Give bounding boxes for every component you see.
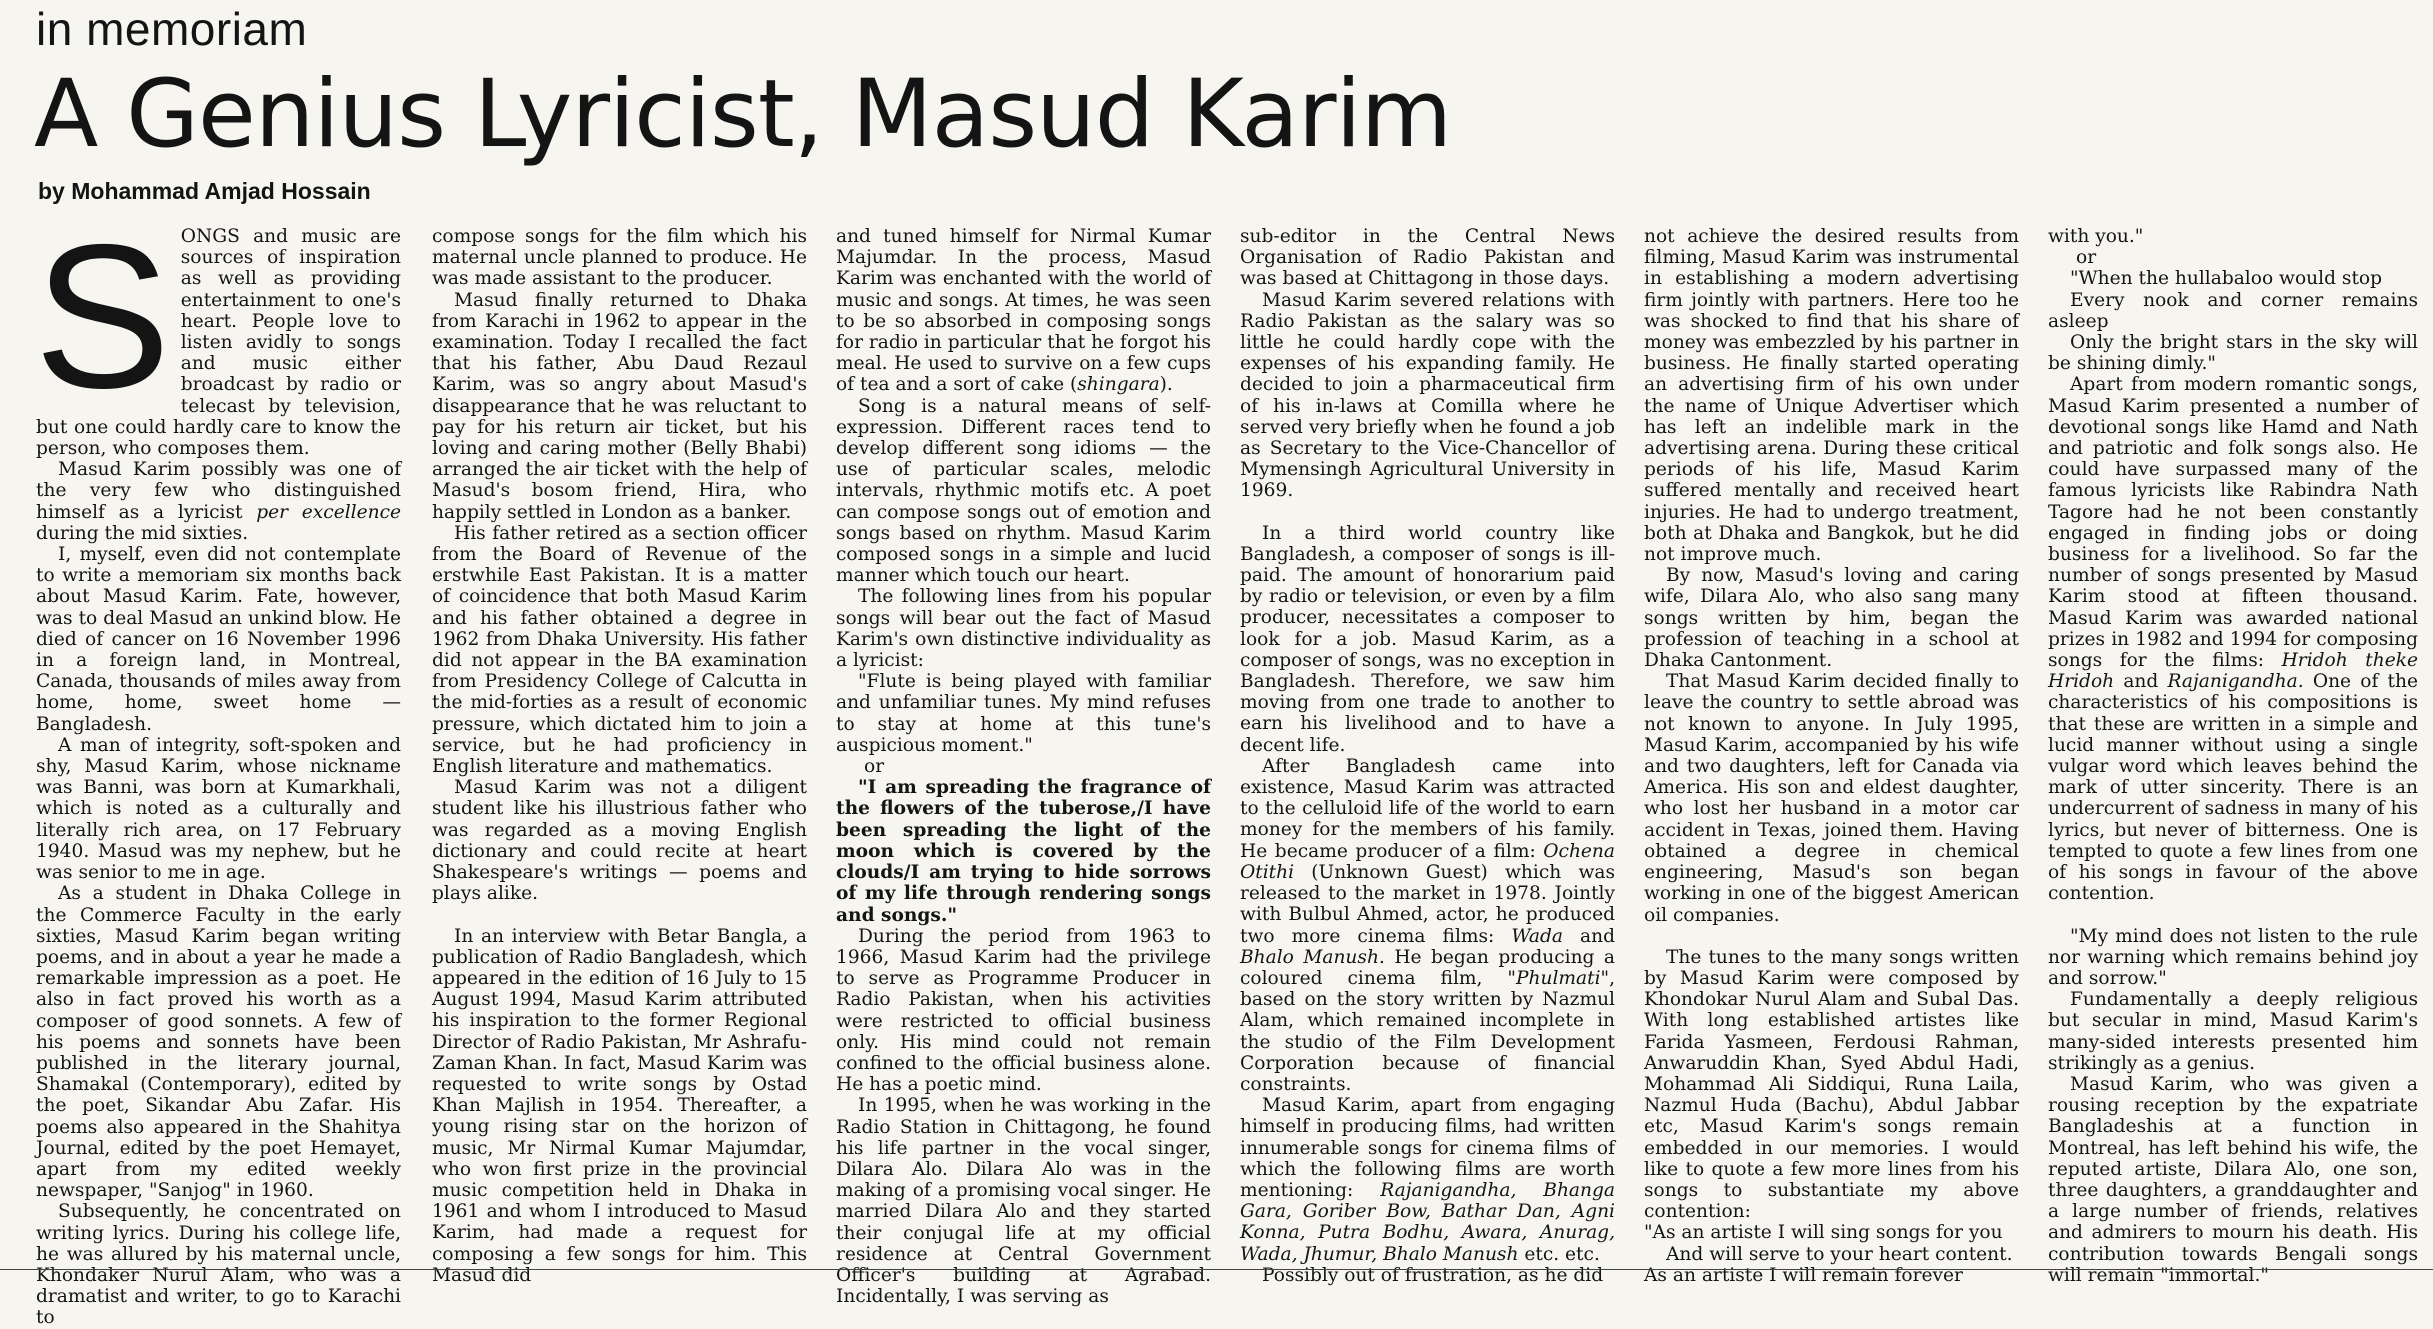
paragraph: not achieve the desired results from filming, Masud Karim was instrumental in establishing a modern advertising firm jointly with partners. Here too he was shocked to find that his share of money was embezzled by his partner in business. He finally started operating an advertising firm of his own under the name of Unique Advertiser which has left an indelible mark in the advertising arena. During these critical periods of his life, Masud Karim suffered mentally and received heart injuries. He had to undergo treatment, both at Dhaka and Bangkok, but he did not improve much. xyxy=(1644,226,2019,566)
article-column-5 xyxy=(1644,226,2019,1286)
paragraph: In 1995, when he was working in the Radio Station in Chittagong, he found his life partner in the vocal singer, Dilara Alo. Dilara Alo was in the making of a promising vocal singer. He married Dilara Alo and they started their conjugal life at my official residence at Central Government Officer's building at Agrabad. Incidentally, I was serving as xyxy=(836,1095,1211,1308)
article-column-3 xyxy=(836,226,1211,1308)
or-separator: or xyxy=(864,756,885,778)
section-label: in memoriam xyxy=(36,3,308,55)
quote: "Flute is being played with familiar and unfamiliar tunes. My mind refuses to stay at home at this tune's auspicious moment." xyxy=(836,671,1211,756)
byline: by Mohammad Amjad Hossain xyxy=(38,178,371,204)
paragraph: After Bangladesh came into existence, Masud Karim was attracted to the celluloid life of the world to earn money for the members of his family. He became producer of a film: Ochena Otithi (Unknown Guest) which was released to the market in 1978. Jointly with Bulbul Ahmed, actor, he produced two more cinema films: Wada and Bhalo Manush. He began producing a coloured cinema film, "Phulmati", based on the story written by Nazmul Alam, which remained incomplete in the studio of the Film Development Corporation because of financial constraints. xyxy=(1240,755,1615,1095)
paragraph: compose songs for the film which his maternal uncle planned to produce. He was made assistant to the producer. xyxy=(432,226,807,290)
paragraph: The tunes to the many songs written by Masud Karim were composed by Khondokar Nurul Alam and Subal Das. With long established artistes like Farida Yasmeen, Ferdousi Rahman, Anwaruddin Khan, Syed Abdul Hadi, Mohammad Ali Siddiqui, Runa Laila, Nazmul Huda (Bachu), Abdul Jabbar etc, Masud Karim's songs remain embedded in our memories. I would like to quote a few more lines from his songs to substantiate my above contention: xyxy=(1644,946,2019,1223)
article-column-1 xyxy=(34,202,401,1329)
quote-line: "When the hullabaloo would stop xyxy=(2070,268,2383,290)
paragraph: Possibly out of frustration, as he did xyxy=(1262,1264,1604,1286)
paragraph: Masud Karim severed relations with Radio Pakistan as the salary was so little he could hardly cope with the expenses of his expanding family. He decided to join a pharmaceutical firm of his in-laws at Comilla where he served very briefly when he found a job as Secretary to the Vice-Chancellor of Mymensingh Agricultural University in 1969. xyxy=(1240,289,1615,502)
paragraph: Song is a natural means of self-expression. Different races tend to develop different song idioms — the use of particular scales, melodic intervals, rhythmic motifs etc. A poet can compose songs out of emotion and songs based on rhythm. Masud Karim composed songs in a simple and lucid manner which touch our heart. xyxy=(836,395,1211,587)
article-column-6 xyxy=(2048,226,2418,1286)
paragraph: His father retired as a section officer from the Board of Revenue of the erstwhile East Pakistan. It is a matter of coincidence that both Masud Karim and his father obtained a degree in 1962 from Dhaka University. His father did not appear in the BA examination from Presidency College of Calcutta in the mid-forties as a result of economic pressure, which dictated him to join a service, but he had proficiency in English literature and mathematics. xyxy=(432,522,807,778)
paragraph: The following lines from his popular songs will bear out the fact of Masud Karim's own distinctive individuality as a lyricist: xyxy=(836,586,1211,672)
drop-cap: S xyxy=(34,202,171,431)
quote-line: And will serve to your heart content. xyxy=(1666,1243,2013,1265)
paragraph: In an interview with Betar Bangla, a publication of Radio Bangladesh, which appeared in the edition of 16 July to 15 August 1994, Masud Karim attributed his inspiration to the former Regional Director of Radio Pakistan, Mr Ashrafu-Zaman Khan. In fact, Masud Karim was requested to write songs by Ostad Khan Majlish in 1954. Thereafter, a young rising star on the horizon of music, Mr Nirmal Kumar Majumdar, who won first prize in the provincial music competition held in Dhaka in 1961 and whom I introduced to Masud Karim, had made a request for composing a few songs for him. This Masud did xyxy=(432,925,807,1286)
paragraph: In a third world country like Bangladesh, a composer of songs is ill-paid. The amount of honorarium paid by radio or television, or even by a film producer, necessitates a composer to look for a job. Masud Karim, as a composer of songs, was no exception in Bangladesh. Therefore, we saw him moving from one trade to another to earn his livelihood and to have a decent life. xyxy=(1240,522,1615,756)
paragraph: and tuned himself for Nirmal Kumar Majumdar. In the process, Masud Karim was enchanted with the world of music and songs. At times, he was seen to be so absorbed in composing songs for radio in particular that he forgot his meal. He used to survive on a few cups of tea and a sort of cake (shingara). xyxy=(836,226,1211,396)
paragraph: sub-editor in the Central News Organisation of Radio Pakistan and was based at Chittagong in those days. xyxy=(1240,226,1615,290)
quote: "My mind does not listen to the rule nor warning which remains behind joy and sorrow." xyxy=(2048,925,2418,989)
paragraph: Masud finally returned to Dhaka from Karachi in 1962 to appear in the examination. Today I recalled the fact that his father, Abu Daud Rezaul Karim, was so angry about Masud's disappearance that he was reluctant to pay for his return air ticket, but his loving and caring mother (Belly Bhabi) arranged the air ticket with the help of Masud's bosom friend, Hira, who happily settled in London as a banker. xyxy=(432,289,807,523)
paragraph: As a student in Dhaka College in the Commerce Faculty in the early sixties, Masud Karim began writing poems, and in about a year he made a remarkable impression as a poet. He also in fact proved his worth as a composer of good sonnets. A few of his poems and sonnets have been published in the literary journal, Shamakal (Contemporary), edited by the poet, Sikandar Abu Zafar. His poems also appeared in the Shahitya Journal, edited by the poet Hemayet, apart from my edited weekly newspaper, "Sanjog" in 1960. xyxy=(36,883,401,1202)
paragraph: ONGS and music are sources of inspiration as well as providing entertainment to one's heart. People love to listen avidly to songs and music either broadcast by radio or telecast by television, but one could hardly care to know the person, who composes them. xyxy=(36,226,401,460)
paragraph: Masud Karim, who was given a rousing reception by the expatriate Bangladeshis at a function in Montreal, has left behind his wife, the reputed artiste, Dilara Alo, one son, three daughters, a granddaughter and a large number of friends, relatives and admirers to mourn his death. His contribution towards Bengali songs will remain "immortal." xyxy=(2048,1073,2418,1286)
quote-line: Only the bright stars in the sky will be shining dimly." xyxy=(2048,332,2418,375)
article-column-2 xyxy=(432,226,807,1286)
paragraph: Subsequently, he concentrated on writing lyrics. During his college life, he was allured by his maternal uncle, Khondaker Nurul Alam, who was a dramatist and writer, to go to Karachi to xyxy=(36,1201,401,1329)
quote-line: with you." xyxy=(2048,226,2144,247)
quote-line: "As an artiste I will sing songs for you xyxy=(1644,1222,2003,1244)
paragraph: Masud Karim was not a diligent student like his illustrious father who was regarded as a moving English dictionary and could recite at heart Shakespeare's writings — poems and plays alike. xyxy=(432,777,807,905)
quote-line: As an artiste I will remain forever xyxy=(1644,1264,1963,1286)
paragraph: A man of integrity, soft-spoken and shy, Masud Karim, whose nickname was Banni, was born at Kumarkhali, which is noted as a culturally and literally rich area, on 17 February 1940. Masud was my nephew, but he was senior to me in age. xyxy=(36,734,401,884)
paragraph: That Masud Karim decided finally to leave the country to settle abroad was not known to anyone. In July 1995, Masud Karim, accompanied by his wife and two daughters, left for Canada via America. His son and eldest daughter, who lost her husband in a motor car accident in Texas, joined them. Having obtained a degree in chemical engineering, Masud's son began working in one of the biggest American oil companies. xyxy=(1644,671,2019,926)
quote: "I am spreading the fragrance of the flowers of the tuberose,/I have been spreading the light of the moon which is covered by the clouds/I am trying to hide sorrows of my life through rendering songs and songs." xyxy=(836,777,1211,926)
paragraph: Masud Karim, apart from engaging himself in producing films, had written innumerable songs for cinema films of which the following films are worth mentioning: Rajanigandha, Bhanga Gara, Goriber Bow, Bathar Dan, Agni Konna, Putra Bodhu, Awara, Anurag, Wada, Jhumur, Bhalo Manush etc. etc. xyxy=(1240,1095,1615,1265)
paragraph: I, myself, even did not contemplate to write a memoriam six months back about Masud Karim. Fate, however, was to deal Masud an unkind blow. He died of cancer on 16 November 1996 in a foreign land, in Montreal, Canada, thousands of miles away from home, home, sweet home — Bangladesh. xyxy=(36,544,401,735)
paragraph: By now, Masud's loving and caring wife, Dilara Alo, who also sang many songs written by him, began the profession of teaching in a school at Dhaka Cantonment. xyxy=(1644,565,2019,672)
article-column-4 xyxy=(1240,226,1615,1286)
paragraph: Fundamentally a deeply religious but secular in mind, Masud Karim's many-sided interests presented him strikingly as a genius. xyxy=(2048,989,2418,1074)
paragraph: Masud Karim possibly was one of the very few who distinguished himself as a lyricist per excellence during the mid sixties. xyxy=(36,459,401,544)
bottom-rule xyxy=(0,1269,2433,1270)
quote-line: Every nook and corner remains asleep xyxy=(2048,289,2418,332)
headline: A Genius Lyricist, Masud Karim xyxy=(34,60,1452,169)
or-separator: or xyxy=(2076,247,2097,269)
paragraph: During the period from 1963 to 1966, Masud Karim had the privilege to serve as Programme Producer in Radio Pakistan, when his activities were restricted to official business only. His mind could not remain confined to the official business alone. He has a poetic mind. xyxy=(836,925,1211,1096)
paragraph: Apart from modern romantic songs, Masud Karim presented a number of devotional songs like Hamd and Nath and patriotic and folk songs also. He could have surpassed many of the famous lyricists like Rabindra Nath Tagore had he not been constantly engaged in finding jobs or doing business for a livelihood. So far the number of songs presented by Masud Karim stood at fifteen thousand. Masud Karim was awarded national prizes in 1982 and 1994 for composing songs for the films: Hridoh theke Hridoh and Rajanigandha. One of the characteristics of his compositions is that these are written in a simple and lucid manner without using a single vulgar word which leaves behind the mark of utter sincerity. There is an undercurrent of sadness in many of his lyrics, but never of bitterness. One is tempted to quote a few lines from one of his songs in favour of the above contention. xyxy=(2048,374,2418,905)
